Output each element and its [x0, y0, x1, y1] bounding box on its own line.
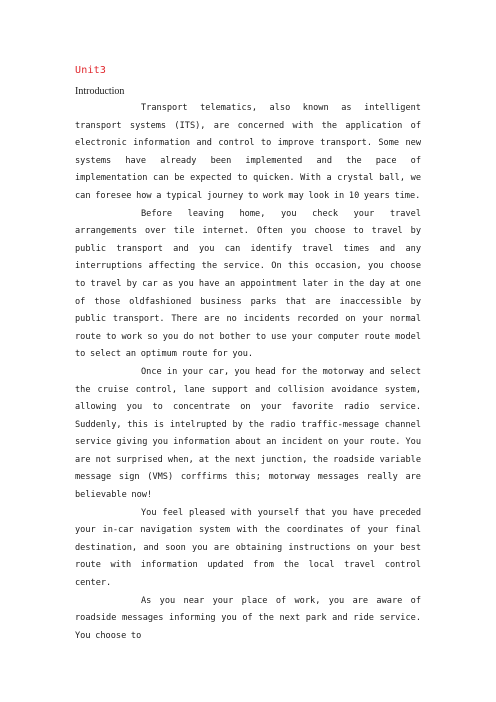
- unit-label: Unit3: [75, 65, 107, 76]
- paragraph-5: As you near your place of work, you are aware of roadside messages informing you of the next park and ride service. You choose to: [75, 595, 421, 641]
- paragraph-4: You feel pleased with yourself that you have preceded your in-car navigation system with the coordinates of your final destination, and soon you are obtaining instructions on your best route with information updated from the local travel control center.: [75, 507, 421, 589]
- paragraph-1: Transport telematics, also known as intelligent transport systems (ITS), are concerned with the application of electronic information and control to improve transport. Some new systems have already been implemented and the pace of implementation can be expected to quicken. With a crystal ball, we can foresee how a typical journey to work may look in 10 years time.: [75, 103, 421, 201]
- body-text: [75, 100, 421, 645]
- paragraph-2: Before leaving home, you check your travel arrangements over tile internet. Often you choose to travel by public transport and you can identify travel times and any interruptions affecting the service. On this occasion, you choose to travel by car as you have an appointment later in the day at one of those oldfashioned business parks that are inaccessible by public transport. There are no incidents recorded on your normal route to work so you do not bother to use your computer route model to select an optimum route for you.: [75, 208, 421, 360]
- paragraph-3: Once in your car, you head for the motorway and select the cruise control, lane support and collision avoidance system, allowing you to concentrate on your favorite radio service. Suddenly, this is intelrupted by the radio traffic-message channel service giving you information about an incident on your route. You are not surprised when, at the next junction, the roadside variable message sign (VMS) corffirms this; motorway messages really are believable now!: [75, 366, 421, 501]
- section-heading: Introduction: [75, 86, 125, 97]
